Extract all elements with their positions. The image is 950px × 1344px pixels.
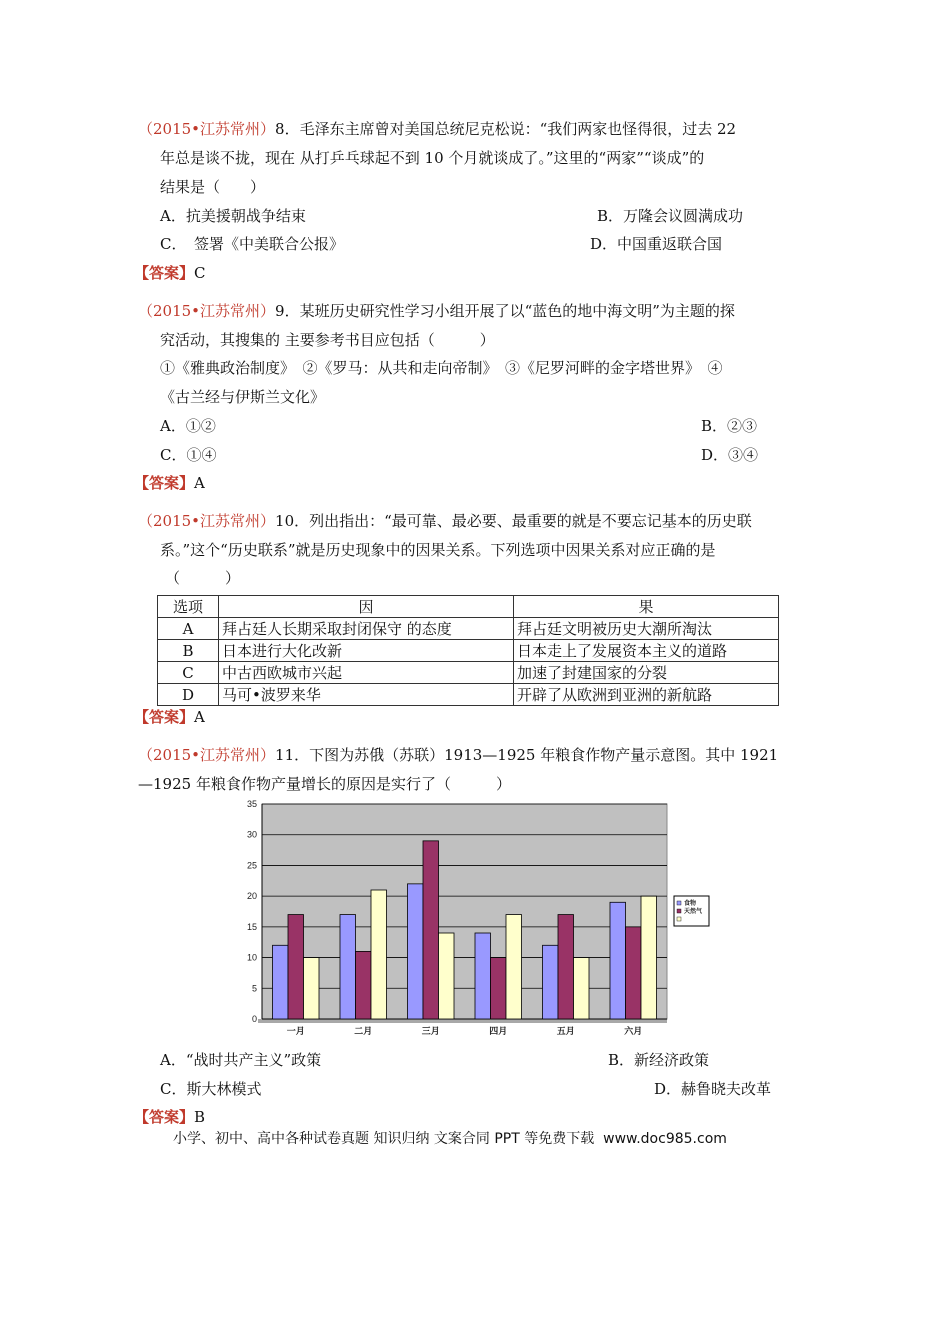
table-cell: D [158,684,219,706]
q8-answer: 【答案】C [134,264,206,282]
y-tick-label: 0 [251,1014,257,1024]
q11-line1: （2015•江苏常州）11．下图为苏俄（苏联）1913—1925 年粮食作物产量示意图。其中 1921 [138,746,779,764]
table-header: 选项 [158,596,219,618]
footer-text: 小学、初中、高中各种试卷真题 知识归纳 文案合同 PPT 等免费下载 [173,1131,595,1147]
q11-source: （2015•江苏常州） [138,746,276,764]
q10-answer: 【答案】A [134,708,205,726]
bar [423,841,439,1019]
x-tick-label: 三月 [421,1027,440,1037]
x-tick-label: 四月 [489,1027,508,1037]
x-tick-label: 五月 [556,1027,575,1037]
table-row [158,662,779,684]
q9-option-a: A．①② [160,417,216,435]
q11-option-b: B．新经济政策 [608,1051,710,1069]
table-header: 因 [219,596,514,618]
bar [304,958,320,1019]
q9-line4: 《古兰经与伊斯兰文化》 [160,388,326,406]
y-tick-label: 5 [251,983,257,994]
bar [626,927,642,1019]
q8-option-a: A．抗美援朝战争结束 [160,207,306,225]
grain-production-chart [230,798,710,1040]
q8-option-d: D．中国重返联合国 [590,235,723,253]
x-tick-label: 六月 [624,1027,643,1037]
q10-line2: 系。”这个“历史联系”就是历史现象中的因果关系。下列选项中因果关系对应正确的是 [160,541,716,559]
table-row [158,684,779,706]
q8-line1: （2015•江苏常州）8．毛泽东主席曾对美国总统尼克松说：“我们两家也怪得很，过去 22 [138,120,737,138]
table-row [158,640,779,662]
bar [340,915,356,1019]
bar [273,945,289,1019]
q11-option-c: C．斯大林模式 [160,1080,262,1098]
table-header-row [158,596,779,618]
table-cell: B [158,640,219,662]
q9-source: （2015•江苏常州） [138,302,276,320]
y-tick-label: 15 [246,921,257,932]
y-tick-label: 25 [246,860,257,871]
bar [574,958,590,1019]
bar [356,951,372,1019]
q9-option-d: D．③④ [701,446,759,464]
table-cell: 开辟了从欧洲到亚洲的新航路 [514,684,779,706]
table-cell: A [158,618,219,640]
q11-line2: —1925 年粮食作物产量增长的原因是实行了（ ） [138,775,511,793]
table-cell: 中古西欧城市兴起 [219,662,514,684]
y-tick-label: 30 [246,829,257,840]
q9-line1: （2015•江苏常州）9．某班历史研究性学习小组开展了以“蓝色的地中海文明”为主题的探 [138,302,735,320]
q8-source: （2015•江苏常州） [138,120,276,138]
bar [288,915,304,1019]
table-cell: 拜占廷人长期采取封闭保守 的态度 [219,618,514,640]
y-tick-label: 35 [246,799,257,809]
table-cell: 马可•波罗来华 [219,684,514,706]
q10-source: （2015•江苏常州） [138,512,276,530]
q9-line3: ①《雅典政治制度》 ②《罗马：从共和走向帝制》 ③《尼罗河畔的金字塔世界》 ④ [160,359,723,377]
q9-answer: 【答案】A [134,474,205,492]
plot-area [262,804,667,1019]
bar [641,896,657,1019]
table-cell: 加速了封建国家的分裂 [514,662,779,684]
bar [475,933,491,1019]
table-row [158,618,779,640]
bar [439,933,455,1019]
bar [506,915,522,1019]
y-tick-label: 20 [246,891,257,902]
q11-option-a: A．“战时共产主义”政策 [160,1051,322,1069]
bar [408,884,424,1019]
bar [543,945,559,1019]
legend-swatch [677,917,681,921]
table-cell: 拜占廷文明被历史大潮所淘汰 [514,618,779,640]
q8-line3: 结果是（ ） [160,178,266,196]
q8-line2: 年总是谈不拢，现在 从打乒乓球起不到 10 个月就谈成了。”这里的“两家”“谈成”的 [160,149,705,167]
table-cell: C [158,662,219,684]
cause-effect-table [157,595,779,706]
legend-swatch [677,901,681,905]
bar [491,958,507,1019]
q10-line3: （ ） [165,569,241,587]
q10-line1: （2015•江苏常州）10．列出指出：“最可靠、最必要、最重要的就是不要忘记基本的历史联 [138,512,752,530]
q11-option-d: D．赫鲁晓夫改革 [654,1080,772,1098]
y-tick-label: 10 [246,952,257,963]
footer-url[interactable]: www.doc985.com [603,1131,727,1147]
q9-option-c: C．①④ [160,446,217,464]
q8-option-b: B．万隆会议圆满成功 [597,207,744,225]
x-tick-label: 二月 [354,1027,373,1037]
table-cell: 日本进行大化改新 [219,640,514,662]
q9-line2: 究活动，其搜集的 主要参考书目应包括（ ） [160,331,495,349]
q9-option-b: B．②③ [701,417,758,435]
bar [558,915,574,1019]
footer [173,1128,727,1148]
bar [371,890,387,1019]
plot-floor [258,1019,667,1023]
legend-label: 天然气 [684,908,703,915]
x-tick-label: 一月 [286,1027,305,1037]
q11-answer: 【答案】B [134,1108,206,1126]
legend-label: 食物 [684,900,697,907]
bar [610,902,626,1019]
q8-option-c: C． 签署《中美联合公报》 [160,235,344,253]
table-header: 果 [514,596,779,618]
table-cell: 日本走上了发展资本主义的道路 [514,640,779,662]
legend-swatch [677,909,681,913]
